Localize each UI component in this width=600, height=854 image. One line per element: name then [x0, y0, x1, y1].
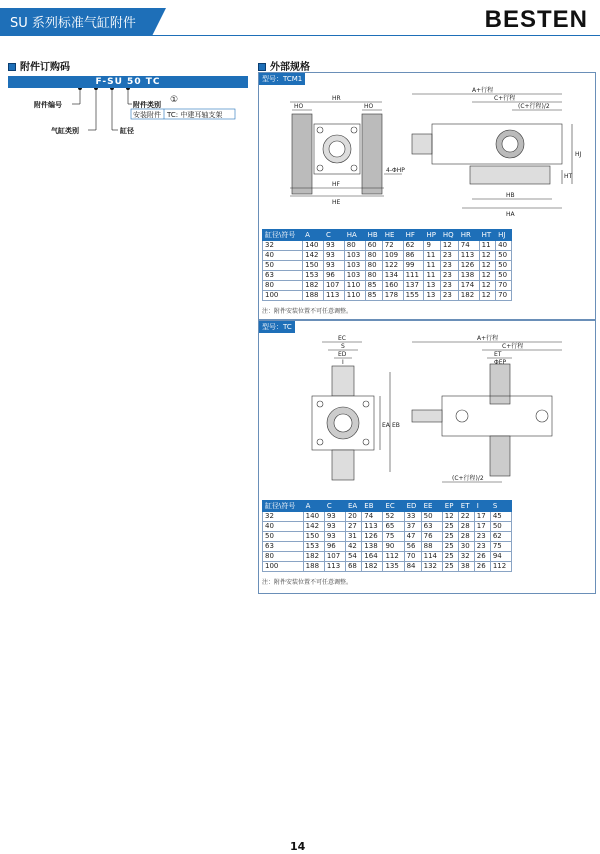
table-header-cell: HP — [424, 230, 440, 241]
table-header-cell: EE — [421, 501, 442, 512]
table-cell: 188 — [303, 562, 324, 572]
table-cell: 50 — [496, 271, 512, 281]
table-row — [263, 562, 512, 572]
header-rule — [0, 35, 600, 36]
table-cell: 25 — [442, 542, 458, 552]
table-cell: 93 — [323, 251, 344, 261]
table-cell: 113 — [324, 562, 345, 572]
table-cell: 142 — [303, 522, 324, 532]
table-cell: 11 — [424, 251, 440, 261]
table-cell: 9 — [424, 241, 440, 251]
table-cell: 26 — [474, 552, 490, 562]
table-cell: 182 — [303, 281, 324, 291]
section-square-icon — [258, 63, 266, 71]
table-row — [263, 241, 512, 251]
table-cell: 32 — [458, 552, 474, 562]
table-cell: 50 — [490, 522, 511, 532]
table-cell: 126 — [362, 532, 383, 542]
table-cell: 27 — [345, 522, 361, 532]
tc-note: 注：附件安装位置不可任意调整。 — [262, 579, 353, 586]
label-bore: 缸径 — [120, 127, 134, 135]
table-cell: 32 — [263, 512, 304, 522]
table-cell: 50 — [263, 261, 303, 271]
label-install-accessory: 安装附件 — [133, 111, 161, 119]
table-cell: 80 — [263, 552, 304, 562]
table-cell: 76 — [421, 532, 442, 542]
table-header-cell: EB — [362, 501, 383, 512]
table-cell: 26 — [474, 562, 490, 572]
table-cell: 60 — [365, 241, 382, 251]
table-cell: 23 — [440, 281, 458, 291]
dim-ha: HA — [506, 211, 515, 218]
table-cell: 188 — [303, 291, 324, 301]
table-cell: 62 — [403, 241, 424, 251]
dim-ea: EA — [382, 422, 390, 429]
table-cell: 142 — [303, 251, 324, 261]
table-cell: 100 — [263, 562, 304, 572]
table-cell: 132 — [421, 562, 442, 572]
table-cell: 94 — [490, 552, 511, 562]
dim-i: I — [342, 359, 344, 366]
dim-hp: 4-ΦHP — [386, 167, 405, 174]
table-cell: 30 — [458, 542, 474, 552]
table-cell: 23 — [440, 251, 458, 261]
table-cell: 80 — [365, 271, 382, 281]
table-cell: 90 — [383, 542, 404, 552]
table-cell: 113 — [323, 291, 344, 301]
dim-ec: EC — [338, 335, 346, 342]
table-cell: 11 — [424, 261, 440, 271]
table-cell: 12 — [479, 291, 496, 301]
table-cell: 12 — [479, 261, 496, 271]
table-cell: 93 — [324, 532, 345, 542]
table-header-cell: HB — [365, 230, 382, 241]
table-header-cell: I — [474, 501, 490, 512]
table-cell: 153 — [303, 542, 324, 552]
table-cell: 93 — [323, 261, 344, 271]
table-cell: 65 — [383, 522, 404, 532]
order-code-bar: F-SU 50 TC — [8, 76, 248, 88]
table-cell: 112 — [490, 562, 511, 572]
label-tc-description: TC: 中建耳轴支架 — [167, 111, 223, 119]
table-cell: 12 — [479, 281, 496, 291]
table-cell: 113 — [458, 251, 479, 261]
table-cell: 23 — [440, 271, 458, 281]
table-cell: 31 — [345, 532, 361, 542]
table-cell: 100 — [263, 291, 303, 301]
table-cell: 11 — [479, 241, 496, 251]
table-cell: 153 — [303, 271, 324, 281]
label-accessory-no: 附件编号 — [34, 101, 62, 109]
table-cell: 164 — [362, 552, 383, 562]
table-cell: 150 — [303, 261, 324, 271]
table-cell: 85 — [365, 291, 382, 301]
table-header-cell: A — [303, 501, 324, 512]
tcm1-spec-table — [262, 229, 512, 301]
table-cell: 62 — [490, 532, 511, 542]
table-cell: 84 — [404, 562, 421, 572]
table-cell: 50 — [263, 532, 304, 542]
table-cell: 50 — [496, 251, 512, 261]
table-row — [263, 281, 512, 291]
table-cell: 28 — [458, 532, 474, 542]
section-square-icon — [8, 63, 16, 71]
dim-c2: (C+行程)/2 — [518, 103, 550, 110]
table-cell: 140 — [303, 241, 324, 251]
table-cell: 140 — [303, 512, 324, 522]
table-cell: 75 — [383, 532, 404, 542]
table-cell: 112 — [383, 552, 404, 562]
table-header-cell: HR — [458, 230, 479, 241]
table-cell: 93 — [324, 512, 345, 522]
table-header-cell: ED — [404, 501, 421, 512]
table-header-cell: HJ — [496, 230, 512, 241]
order-code-heading: 附件订购码 — [8, 58, 70, 73]
table-cell: 96 — [324, 542, 345, 552]
dim-a: A+行程 — [472, 87, 494, 94]
table-cell: 23 — [474, 532, 490, 542]
table-cell: 70 — [404, 552, 421, 562]
table-cell: 99 — [403, 261, 424, 271]
table-cell: 80 — [365, 251, 382, 261]
table-cell: 135 — [383, 562, 404, 572]
table-header-cell: A — [303, 230, 324, 241]
table-cell: 23 — [474, 542, 490, 552]
table-cell: 74 — [458, 241, 479, 251]
table-header-cell: S — [490, 501, 511, 512]
table-cell: 70 — [496, 281, 512, 291]
table-cell: 50 — [496, 261, 512, 271]
table-header-cell: HF — [403, 230, 424, 241]
table-cell: 93 — [323, 241, 344, 251]
tc-spec-table — [262, 500, 512, 572]
table-cell: 85 — [365, 281, 382, 291]
dim-he: HE — [332, 199, 341, 206]
table-cell: 42 — [345, 542, 361, 552]
table-cell: 63 — [263, 542, 304, 552]
table-cell: 17 — [474, 512, 490, 522]
table-cell: 25 — [442, 522, 458, 532]
label-cylinder-type: 气缸类别 — [51, 127, 79, 135]
circled-number: ① — [170, 95, 179, 105]
table-cell: 54 — [345, 552, 361, 562]
table-cell: 155 — [403, 291, 424, 301]
dim-ht: HT — [564, 173, 573, 180]
table-row — [263, 261, 512, 271]
table-cell: 182 — [362, 562, 383, 572]
dim-a: A+行程 — [477, 335, 499, 342]
table-cell: 45 — [490, 512, 511, 522]
table-cell: 111 — [403, 271, 424, 281]
table-cell: 47 — [404, 532, 421, 542]
dim-s: S — [341, 343, 345, 350]
table-cell: 75 — [490, 542, 511, 552]
table-row — [263, 522, 512, 532]
table-cell: 72 — [382, 241, 403, 251]
table-cell: 160 — [382, 281, 403, 291]
dim-hb: HB — [506, 192, 515, 199]
table-cell: 12 — [442, 512, 458, 522]
table-row — [263, 552, 512, 562]
table-cell: 103 — [344, 261, 365, 271]
table-cell: 40 — [496, 241, 512, 251]
table-cell: 80 — [365, 261, 382, 271]
table-cell: 182 — [458, 291, 479, 301]
table-header-cell: C — [323, 230, 344, 241]
tc-drawing — [262, 332, 592, 492]
table-row — [263, 512, 512, 522]
table-cell: 74 — [362, 512, 383, 522]
table-cell: 110 — [344, 281, 365, 291]
table-cell: 174 — [458, 281, 479, 291]
table-cell: 17 — [474, 522, 490, 532]
table-header-cell: HA — [344, 230, 365, 241]
table-header-cell: EC — [383, 501, 404, 512]
table-header-cell: ET — [458, 501, 474, 512]
table-cell: 80 — [263, 281, 303, 291]
table-cell: 178 — [382, 291, 403, 301]
table-row — [263, 271, 512, 281]
table-row — [263, 532, 512, 542]
table-cell: 40 — [263, 522, 304, 532]
table-row — [263, 291, 512, 301]
page-number: 14 — [290, 840, 306, 853]
table-cell: 12 — [479, 251, 496, 261]
dim-ep: ΦEP — [494, 359, 507, 366]
dim-ho-right: HO — [364, 103, 374, 110]
dim-c: C+行程 — [494, 95, 516, 102]
dim-c2: (C+行程)/2 — [452, 475, 484, 482]
tcm1-drawing — [262, 84, 592, 224]
table-cell: 68 — [345, 562, 361, 572]
table-cell: 107 — [324, 552, 345, 562]
table-cell: 32 — [263, 241, 303, 251]
table-cell: 63 — [263, 271, 303, 281]
table-header-cell: 缸径\符号 — [263, 230, 303, 241]
tcm1-tag: 型号：TCM1 — [259, 73, 305, 85]
table-cell: 23 — [440, 291, 458, 301]
table-header-cell: C — [324, 501, 345, 512]
table-cell: 50 — [421, 512, 442, 522]
table-cell: 13 — [424, 291, 440, 301]
table-header-cell: 缸径\符号 — [263, 501, 304, 512]
table-cell: 182 — [303, 552, 324, 562]
tc-tag: 型号：TC — [259, 321, 295, 333]
table-header-cell: EA — [345, 501, 361, 512]
table-header-cell: HT — [479, 230, 496, 241]
table-cell: 40 — [263, 251, 303, 261]
label-accessory-type: 附件类别 — [133, 101, 161, 109]
dim-eb: EB — [392, 422, 400, 429]
table-cell: 28 — [458, 522, 474, 532]
table-cell: 56 — [404, 542, 421, 552]
table-cell: 150 — [303, 532, 324, 542]
page-title: SU 系列标准气缸附件 — [10, 16, 136, 31]
table-cell: 11 — [424, 271, 440, 281]
table-cell: 103 — [344, 271, 365, 281]
tcm1-note: 注：附件安装位置不可任意调整。 — [262, 308, 353, 315]
table-cell: 138 — [458, 271, 479, 281]
dim-hj: HJ — [575, 151, 582, 158]
table-cell: 25 — [442, 552, 458, 562]
table-header-cell: HQ — [440, 230, 458, 241]
specs-heading: 外部规格 — [258, 58, 310, 73]
table-cell: 86 — [403, 251, 424, 261]
table-header-cell: HE — [382, 230, 403, 241]
dim-et: ET — [494, 351, 502, 358]
table-cell: 138 — [362, 542, 383, 552]
table-cell: 126 — [458, 261, 479, 271]
table-cell: 12 — [440, 241, 458, 251]
table-cell: 107 — [323, 281, 344, 291]
table-header-row — [263, 501, 512, 512]
table-cell: 110 — [344, 291, 365, 301]
table-cell: 109 — [382, 251, 403, 261]
table-header-cell: EP — [442, 501, 458, 512]
dim-ho-left: HO — [294, 103, 304, 110]
table-cell: 103 — [344, 251, 365, 261]
table-cell: 113 — [362, 522, 383, 532]
dim-ed: ED — [338, 351, 347, 358]
table-cell: 134 — [382, 271, 403, 281]
table-header-row — [263, 230, 512, 241]
brand-logo: BESTEN — [484, 6, 588, 33]
table-cell: 80 — [344, 241, 365, 251]
table-cell: 33 — [404, 512, 421, 522]
table-cell: 70 — [496, 291, 512, 301]
table-cell: 137 — [403, 281, 424, 291]
table-cell: 114 — [421, 552, 442, 562]
table-row — [263, 251, 512, 261]
table-cell: 63 — [421, 522, 442, 532]
table-cell: 12 — [479, 271, 496, 281]
table-row — [263, 542, 512, 552]
dim-c: C+行程 — [502, 343, 524, 350]
table-cell: 38 — [458, 562, 474, 572]
table-cell: 25 — [442, 562, 458, 572]
table-cell: 25 — [442, 532, 458, 542]
table-cell: 20 — [345, 512, 361, 522]
dim-hr: HR — [332, 95, 341, 102]
table-cell: 22 — [458, 512, 474, 522]
table-cell: 23 — [440, 261, 458, 271]
table-cell: 13 — [424, 281, 440, 291]
table-cell: 93 — [324, 522, 345, 532]
table-cell: 37 — [404, 522, 421, 532]
table-cell: 96 — [323, 271, 344, 281]
dim-hf: HF — [332, 181, 340, 188]
table-cell: 122 — [382, 261, 403, 271]
table-cell: 88 — [421, 542, 442, 552]
table-cell: 52 — [383, 512, 404, 522]
